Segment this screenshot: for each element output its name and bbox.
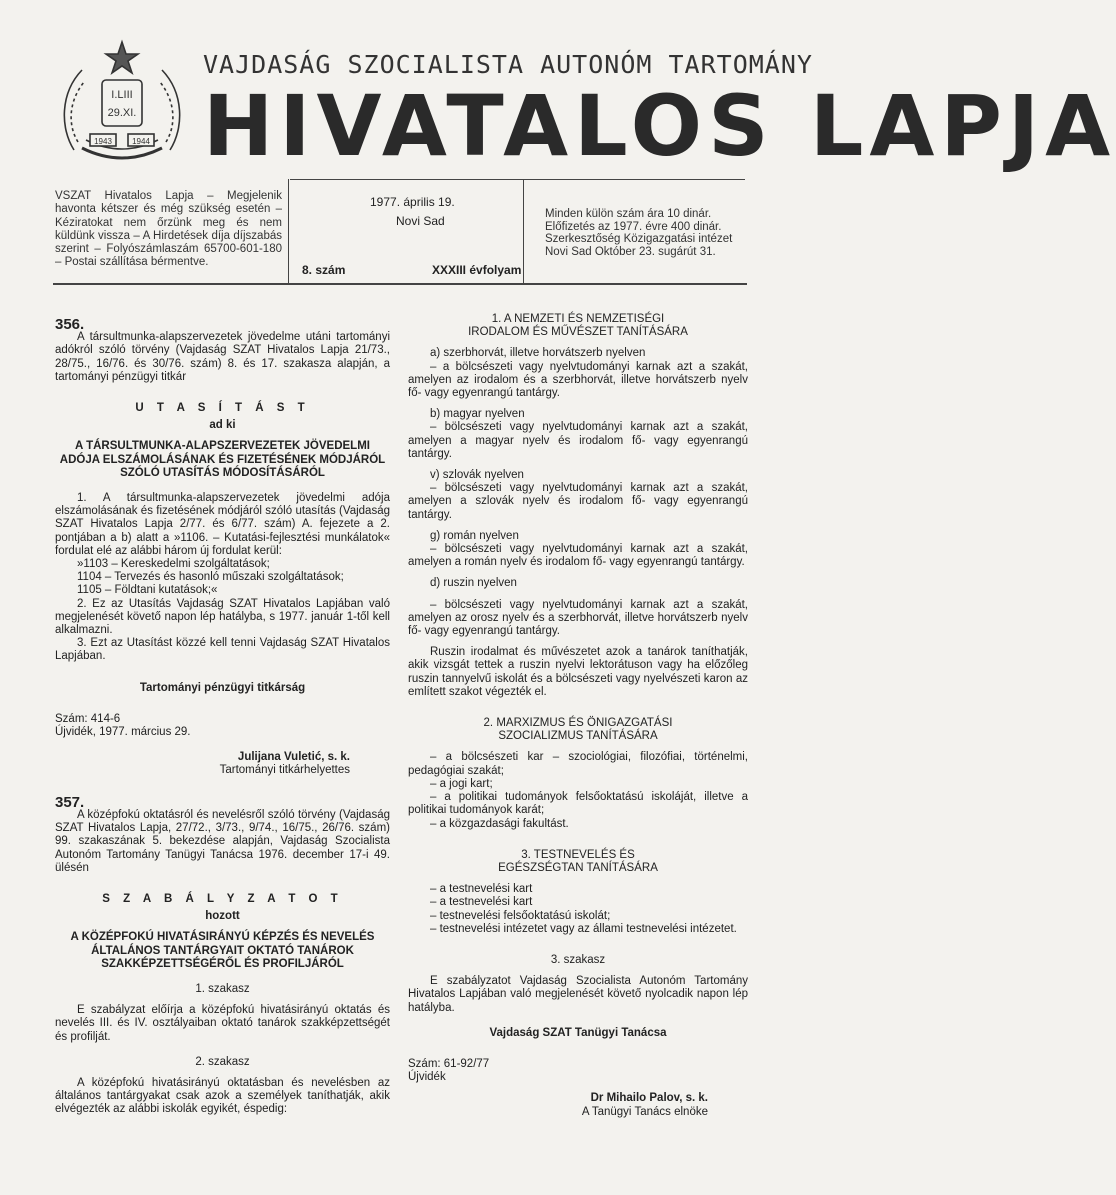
doc356-act-verb: ad ki (209, 419, 236, 432)
doc357-preamble: A középfokú oktatásról és nevelésről szóló törvény (Vajdaság SZAT Hivatalos Lapja, 27/72., 3/73., 9/74., 16/75., 26/76. szám) 99. szakaszának 5. bekezdése alapján, Vajdaság Szocialista Autonóm Tartomány Tanügyi Tanácsa 1976. december 17-i 49. ülésén (55, 808, 390, 874)
emblem-text-date: 29.XI. (107, 107, 137, 119)
section-1-heading: 1. A NEMZETI ÉS NEMZETISÉGI IRODALOM ÉS MŰVÉSZET TANÍTÁSÁRA (468, 313, 688, 339)
doc356-paragraph-3: 3. Ezt az Utasítást közzé kell tenni Vajdaság SZAT Hivatalos Lapjában. (55, 637, 390, 663)
doc356-paragraph-1: 1. A társultmunka-alapszervezetek jövedelmi adója elszámolásának és fizetésének módjáról szóló utasítás (Vajdaság SZAT Hivatalos Lapja 2/77. és 6/77. szám) A. fejezete a 2. pontjában a b) alatt a »1106. – Kutatási-fejlesztési munkálatok« fordulat elé az alábbi három új fordulat kerül: (55, 492, 390, 557)
issue-date: 1977. április 19. (370, 195, 455, 209)
price-info (545, 208, 745, 258)
doc356-place-date: Újvidék, 1977. március 29. (55, 726, 191, 739)
doc356-issuer: Tartományi pénzügyi titkárság (139, 681, 306, 694)
header-divider-left (288, 179, 289, 283)
doc357-issuer: Vajdaság SZAT Tanügyi Tanácsa (489, 1026, 667, 1039)
section-3-item-4: – testnevelési intézetet vagy az állami testnevelési intézetet. (430, 922, 737, 935)
doc357-act-type: S Z A B Á L Y Z A T O T (102, 892, 343, 905)
editorial-line: Szerkesztőség Közigazgatási intézet (545, 233, 733, 245)
document-number-356: 356. (55, 316, 85, 333)
doc356-act-type: U T A S Í T Á S T (135, 402, 310, 415)
section-3-item-3: – testnevelési felsőoktatású iskolát; (430, 909, 611, 922)
section-1a-text: – a bölcsészeti vagy nyelvtudományi karnak azt a szakát, amelyen az irodalom és a szerbhorvát, illetve horvátszerb nyelv fő- vagy egyenrangú tantárgy. (408, 360, 748, 400)
section-3-item-1: – a testnevelési kart (430, 883, 533, 896)
section-2-item-4: – a közgazdasági fakultást. (430, 817, 569, 830)
section-1d-note: Ruszin irodalmat és művészetet azok a tanárok taníthatják, akik vizsgát tettek a ruszin nyelvi lektorátuson vagy ha előzőleg ruszin tannyelvű iskolát és a bölcsészeti vagy nyelvészeti karon az említett szakot végezték el. (408, 646, 748, 698)
section-1d-label: d) ruszin nyelven (430, 577, 517, 590)
section-2-item-1: – a bölcsészeti kar – szociológiai, filozófiai, történelmi, pedagógiai szakát; (408, 751, 748, 777)
section-1g-label: g) román nyelven (430, 529, 519, 542)
masthead-title: HIVATALOS LAPJA (203, 77, 1116, 175)
issue-volume: XXXIII évfolyam (432, 263, 522, 277)
doc356-item-1104: 1104 – Tervezés és hasonló műszaki szolgáltatások; (77, 571, 344, 584)
doc357-section-2-heading: 2. szakasz (195, 1055, 250, 1068)
header-bottom-rule (53, 283, 747, 285)
section-1d-text: – bölcsészeti vagy nyelvtudományi karnak azt a szakát, amelyen az orosz nyelv és a szerbhorvát, illetve horvátszerb nyelv fő- vagy egyenrangú tantárgy. (408, 598, 748, 638)
emblem-year-1: 1943 (94, 137, 112, 146)
document-number-357: 357. (55, 793, 85, 811)
doc356-paragraph-2: 2. Ez az Utasítás Vajdaság SZAT Hivatalos Lapjában való megjelenését követő napon lép hatályba, s 1977. január 1-től kell alkalmazni. (55, 597, 390, 637)
section-2-item-3: – a politikai tudományok felsőoktatású iskoláját, illetve a politikai tudományok karát; (408, 791, 748, 817)
publication-info: VSZAT Hivatalos Lapja – Megjelenik havonta kétszer és még szükség esetén – Kéziratokat nem őrzünk meg és nem küldünk vissza – A Hirdetések díja díjszabás szerint – Folyószámlaszám 65700-601-180 – Postai szállítása bérmentve. (55, 190, 282, 269)
coat-of-arms-emblem (52, 38, 192, 178)
header-top-rule (290, 179, 745, 180)
section-1v-label: v) szlovák nyelven (430, 469, 524, 482)
section-1a-label: a) szerbhorvát, illetve horvátszerb nyelven (430, 347, 646, 360)
section-2-item-2: – a jogi kart; (430, 777, 493, 790)
doc357-section-1-heading: 1. szakasz (195, 982, 250, 995)
address-line: Novi Sad Október 23. sugárút 31. (545, 245, 716, 258)
doc357-reference: Szám: 61-92/77 (408, 1057, 490, 1070)
doc357-section-3-text: E szabályzatot Vajdaság Szocialista Autonóm Tartomány Hivatalos Lapjában való megjelenését követő nyolcadik napon lép hatályba. (408, 975, 748, 1014)
doc356-signatory-title: Tartományi titkárhelyettes (219, 764, 350, 777)
doc357-section-1-text: E szabályzat előírja a középfokú hivatásirányú oktatás és nevelés III. és IV. osztályaiban oktató tanárok szakképzettségét és profilját. (55, 1004, 390, 1043)
emblem-text-top: I.LIII (111, 89, 133, 101)
section-1b-text: – bölcsészeti vagy nyelvtudományi karnak azt a szakát, amelyen a magyar nyelv és irodalom fő- vagy egyenrangú tantárgy. (408, 421, 748, 460)
doc356-item-1105: 1105 – Földtani kutatások;« (77, 584, 218, 597)
section-1g-text: – bölcsészeti vagy nyelvtudományi karnak azt a szakát, amelyen a román nyelv és irodalom fő- vagy egyenrangú tantárgy. (408, 543, 748, 569)
section-3-item-2: – a testnevelési kart (430, 896, 533, 909)
left-column (55, 318, 390, 1117)
doc357-act-verb: hozott (205, 910, 240, 923)
section-3-heading: 3. TESTNEVELÉS ÉS EGÉSZSÉGTAN TANÍTÁSÁRA (498, 848, 658, 874)
doc356-item-1103: »1103 – Kereskedelmi szolgáltatások; (77, 558, 270, 571)
emblem-year-2: 1944 (132, 137, 150, 146)
right-column (408, 313, 748, 1119)
doc357-signatory-title: A Tanügyi Tanács elnöke (581, 1105, 708, 1118)
section-1b-label: b) magyar nyelven (430, 408, 525, 421)
issue-place: Novi Sad (396, 214, 445, 228)
section-2-heading: 2. MARXIZMUS ÉS ÖNIGAZGATÁSI SZOCIALIZMUS TANÍTÁSÁRA (483, 717, 673, 743)
doc356-title: A TÁRSULTMUNKA-ALAPSZERVEZETEK JÖVEDELMI ADÓJA ELSZÁMOLÁSÁNAK ÉS FIZETÉSÉNEK MÓDJÁRÓL SZÓLÓ UTASÍTÁS MÓDOSÍTÁSÁRÓL (59, 440, 386, 479)
doc356-signatory: Julijana Vuletić, s. k. (237, 751, 350, 764)
doc356-preamble: A társultmunka-alapszervezetek jövedelme utáni tartományi adókról szóló törvény (Vajdaság SZAT Hivatalos Lapja 21/73., 28/75., 16/76. és 30/76. szám) 8. és 17. szakasza alapján, a tartományi pénzügyi titkár (55, 331, 390, 383)
price-line: Minden külön szám ára 10 dinár. (545, 208, 712, 220)
doc357-title: A KÖZÉPFOKÚ HIVATÁSIRÁNYÚ KÉPZÉS ÉS NEVELÉS ÁLTALÁNOS TANTÁRGYAIT OKTATÓ TANÁROK SZAKKÉPZETTSÉGÉRŐL ÉS PROFILJÁRÓL (70, 931, 375, 970)
doc357-section-2-text: A középfokú hivatásirányú oktatásban és nevelésben az általános tantárgyakat csak azok a személyek taníthatják, akik elvégezték az alábbi iskolák egyikét, éspedig: (55, 1076, 390, 1116)
masthead-subtitle: VAJDASÁG SZOCIALISTA AUTONÓM TARTOMÁNY (203, 50, 813, 79)
section-1v-text: – bölcsészeti vagy nyelvtudományi karnak azt a szakát, amelyen a szlovák nyelv és irodalom fő- vagy egyenrangú tantárgy. (408, 482, 748, 521)
subscription-line: Előfizetés az 1977. évre 400 dinár. (545, 220, 722, 233)
issue-number: 8. szám (302, 263, 346, 277)
doc357-signatory: Dr Mihailo Palov, s. k. (590, 1092, 708, 1105)
doc357-place: Újvidék (408, 1071, 446, 1084)
header-divider-right (523, 179, 524, 283)
doc356-reference: Szám: 414-6 (55, 712, 121, 725)
doc357-section-3-heading: 3. szakasz (550, 953, 606, 966)
